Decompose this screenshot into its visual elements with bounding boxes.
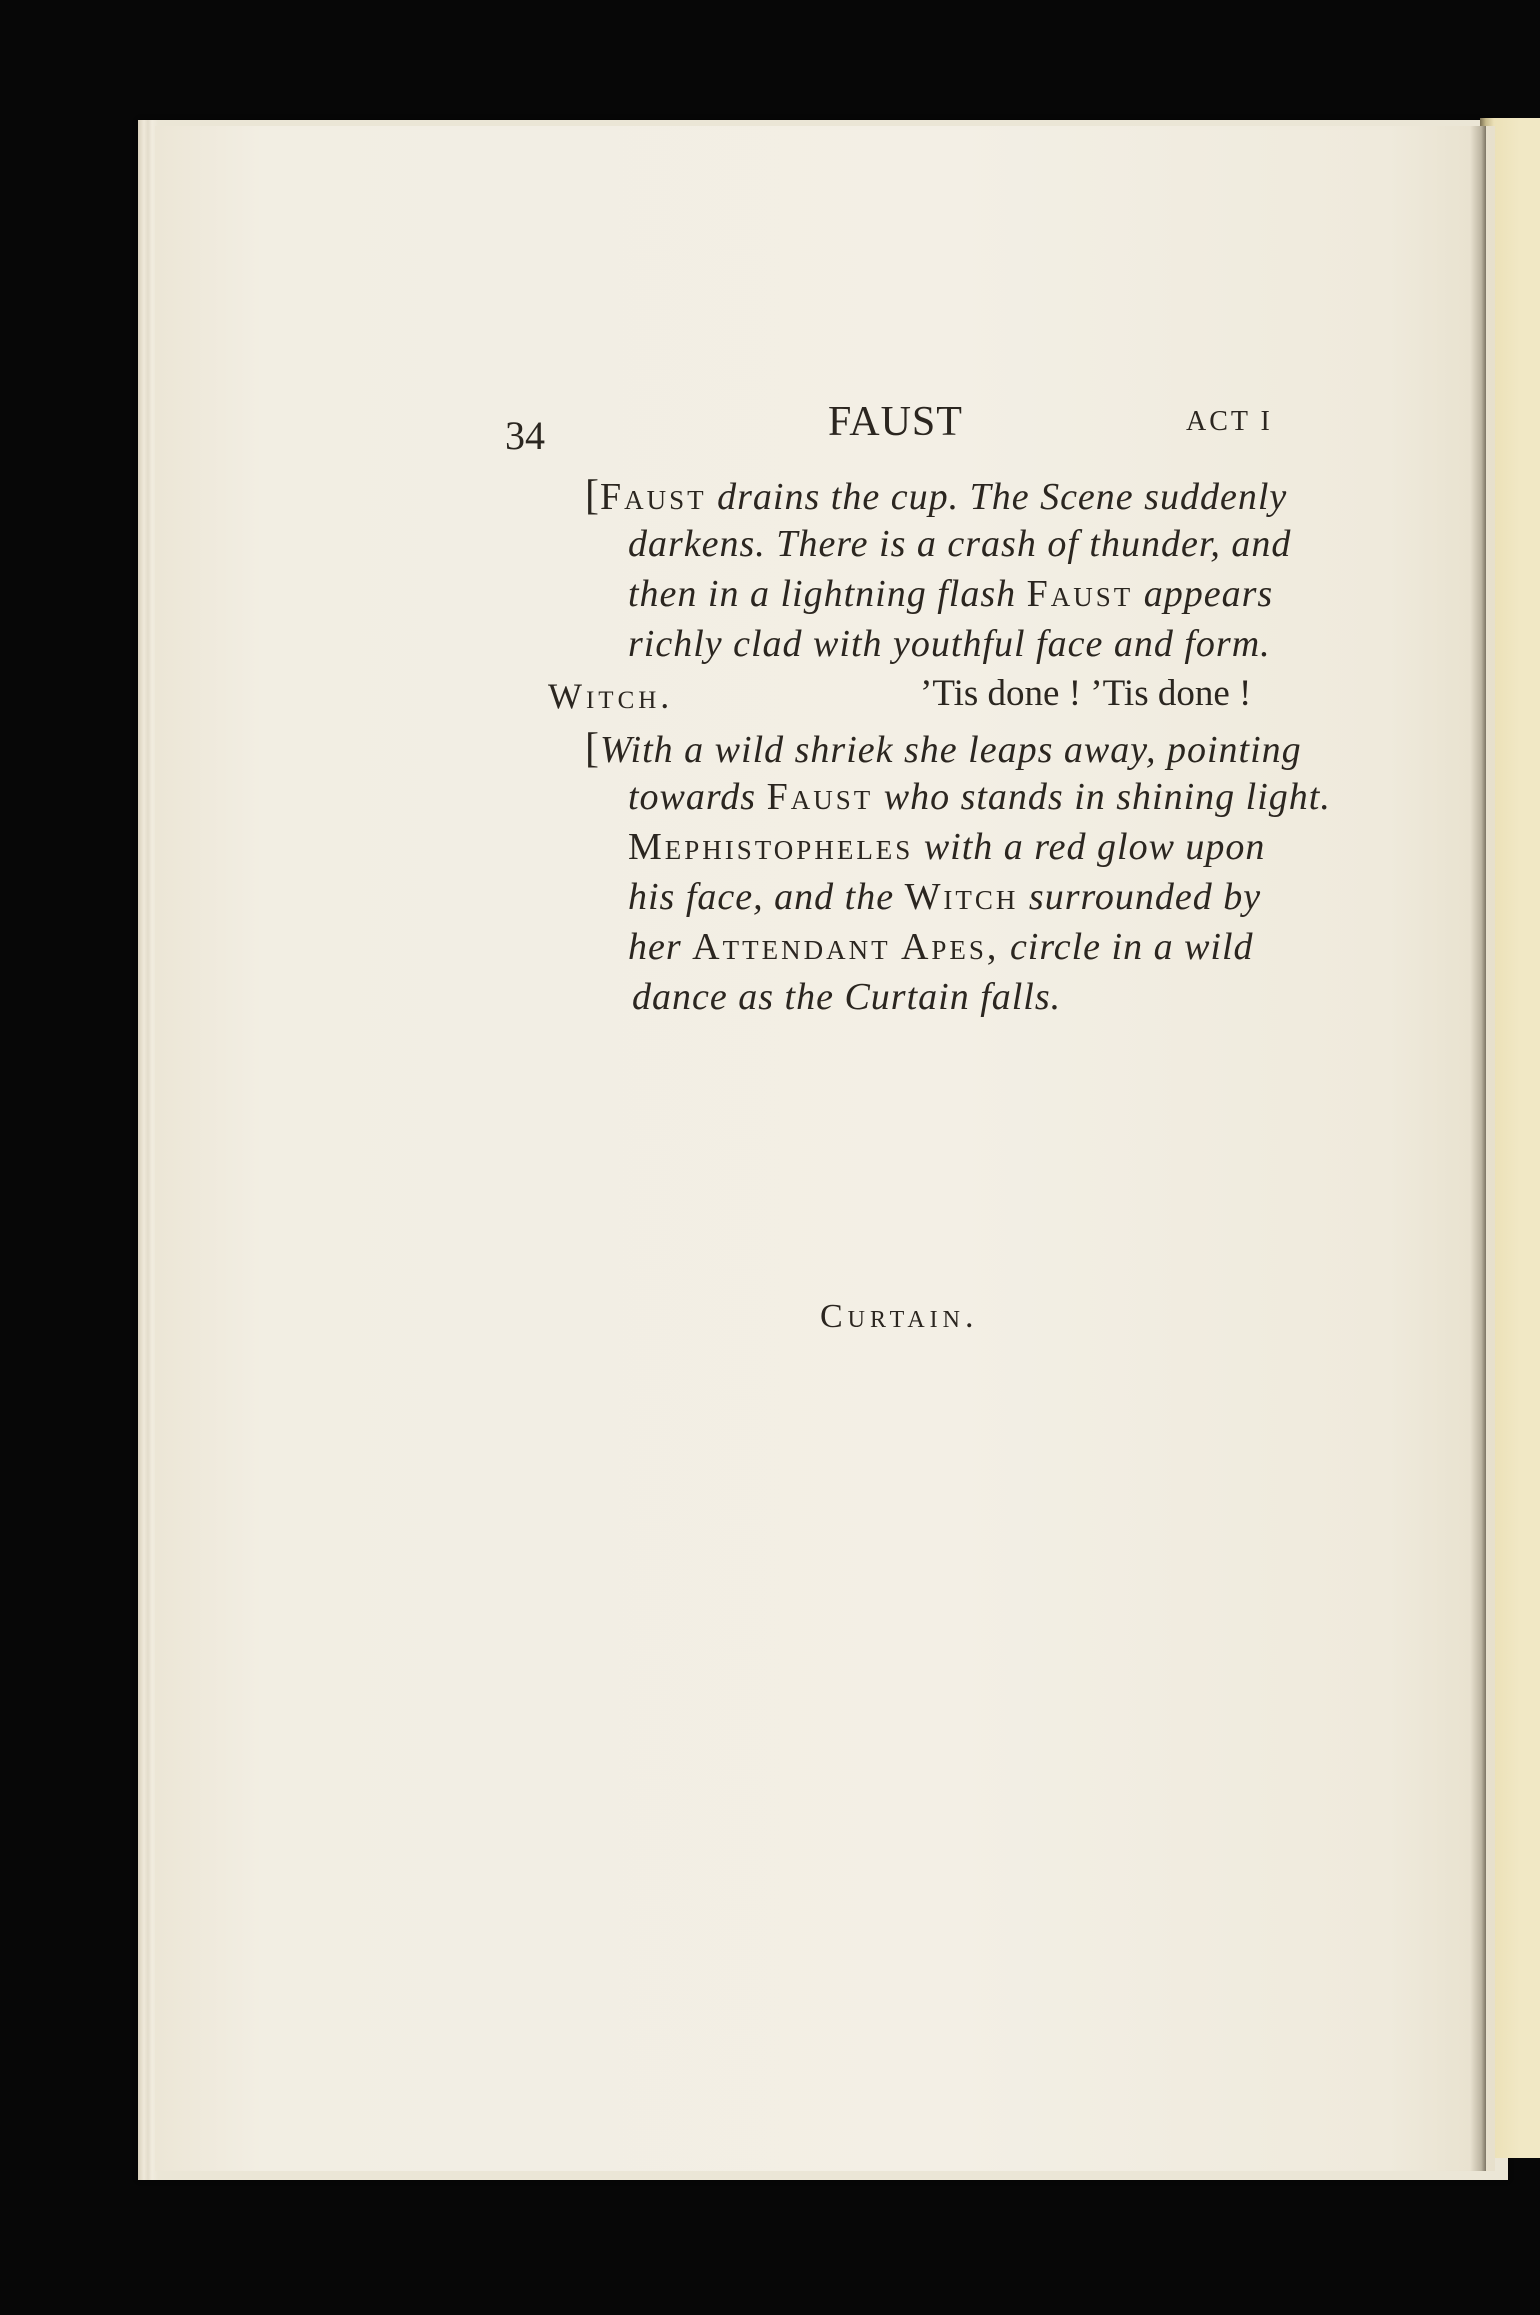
curtain-heading: Curtain.: [820, 1298, 979, 1335]
character-name: Faust: [600, 476, 707, 518]
direction-line: then in a lightning flash Faust appears: [628, 573, 1274, 615]
book-page: [155, 126, 1495, 2171]
direction-line: [With a wild shriek she leaps away, pointing: [585, 726, 1302, 772]
character-name: Mephistopheles: [628, 826, 914, 868]
direction-line: her Attendant Apes, circle in a wild: [628, 926, 1254, 968]
direction-line: richly clad with youthful face and form.: [628, 623, 1271, 665]
speech-text: ’Tis done ! ’Tis done !: [920, 673, 1252, 714]
page-number: 34: [505, 413, 545, 458]
gutter-shadow: [1470, 126, 1486, 2171]
direction-line: darkens. There is a crash of thunder, and: [628, 523, 1292, 565]
character-name: Witch: [904, 876, 1019, 918]
character-name: Attendant Apes,: [692, 926, 1000, 968]
speaker-name: Witch.: [548, 676, 674, 716]
act-label: ACT I: [1186, 406, 1273, 437]
running-title: FAUST: [828, 399, 963, 445]
direction-line: towards Faust who stands in shining light.: [628, 776, 1331, 818]
direction-line: [Faust drains the cup. The Scene suddenly: [585, 473, 1288, 519]
character-name: Faust: [1026, 573, 1134, 615]
direction-line: dance as the Curtain falls.: [632, 976, 1062, 1018]
direction-line: his face, and the Witch surrounded by: [628, 876, 1262, 918]
direction-line: Mephistopheles with a red glow upon: [628, 826, 1266, 868]
character-name: Faust: [766, 776, 874, 818]
